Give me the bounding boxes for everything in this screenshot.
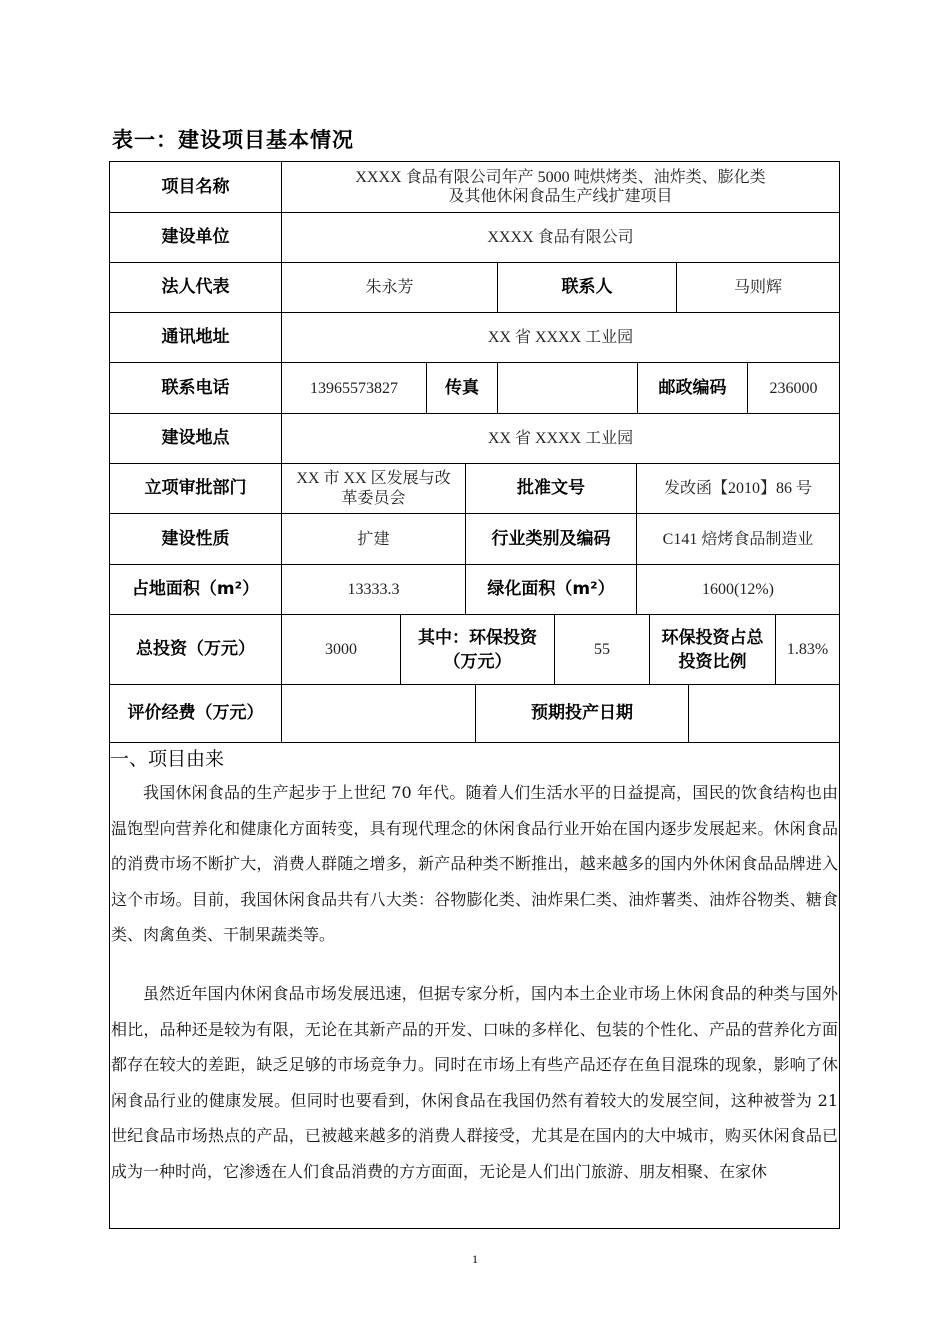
nature-label: 建设性质 — [110, 514, 282, 564]
row-legal-rep — [110, 263, 839, 313]
green-label: 绿化面积（m²） — [466, 565, 637, 614]
address-label: 通讯地址 — [110, 313, 282, 362]
phone-value: 13965573827 — [282, 363, 427, 413]
row-builder — [110, 213, 839, 263]
page-number: 1 — [472, 1252, 478, 1266]
site-value: XX 省 XXXX 工业园 — [487, 430, 634, 447]
approval-dept-value — [282, 464, 466, 513]
address-value: XX 省 XXXX 工业园 — [487, 329, 634, 346]
env-ratio-label — [650, 615, 776, 684]
env-ratio-label-line1: 环保投资占总 — [661, 627, 764, 648]
row-nature — [110, 514, 839, 565]
invest-value: 3000 — [282, 615, 401, 684]
postcode-label: 邮政编码 — [638, 363, 748, 413]
legal-rep-label: 法人代表 — [110, 263, 282, 312]
section-heading: 一、项目由来 — [110, 748, 225, 770]
invest-label: 总投资（万元） — [110, 615, 282, 684]
row-phone — [110, 363, 839, 414]
expected-date-label: 预期投产日期 — [476, 685, 689, 742]
env-invest-label-line1: 其中：环保投资 — [418, 627, 537, 648]
env-invest-label — [401, 615, 555, 684]
nature-value: 扩建 — [282, 514, 466, 564]
row-address — [110, 313, 839, 363]
paragraph-1: 我国休闲食品的生产起步于上世纪 70 年代。随着人们生活水平的日益提高，国民的饮食结构也由温饱型向营养化和健康化方面转变，具有现代理念的休闲食品行业开始在国内逐步发展起来。休闲食品的消费市场不断扩大，消费人群随之增多，新产品种类不断推出，越来越多的国内外休闲食品品牌进入这个市场。目前，我国休闲食品共有八大类：谷物膨化类、油炸果仁类、油炸薯类、油炸谷物类、糖食类、肉禽鱼类、干制果蔬类等。 — [111, 783, 838, 944]
eval-fee-value — [282, 685, 476, 742]
postcode-value: 236000 — [769, 379, 818, 397]
contact-label: 联系人 — [498, 263, 677, 312]
row-project-name — [110, 162, 839, 213]
env-invest-label-line2: （万元） — [443, 651, 512, 672]
area-value: 13333.3 — [282, 565, 466, 614]
approval-no-label: 批准文号 — [466, 464, 637, 513]
fax-value — [498, 363, 638, 413]
builder-label: 建设单位 — [110, 213, 282, 262]
paragraph-2: 虽然近年国内休闲食品市场发展迅速，但据专家分析，国内本土企业市场上休闲食品的种类与国外相比，品种还是较为有限，无论在其新产品的开发、口味的多样化、包装的个性化、产品的营养化方面都存在较大的差距，缺乏足够的市场竞争力。同时在市场上有些产品还存在鱼目混珠的现象，影响了休闲食品行业的健康发展。但同时也要看到，休闲食品在我国仍然有着较大的发展空间，这种被誉为 21 世纪食品市场热点的产品，已被越来越多的消费人群接受，尤其是在国内的大中城市，购买休闲食品已成为一种时尚，它渗透在人们食品消费的方方面面，无论是人们出门旅游、朋友相聚、在家休 — [111, 984, 838, 1181]
industry-label: 行业类别及编码 — [466, 514, 637, 564]
project-name-label: 项目名称 — [110, 162, 282, 212]
approval-dept-label: 立项审批部门 — [110, 464, 282, 513]
project-name-value — [282, 162, 839, 212]
row-investment — [110, 615, 839, 685]
document-title: 表一：建设项目基本情况 — [112, 128, 354, 152]
eval-fee-label: 评价经费（万元） — [110, 685, 282, 742]
contact-value: 马则辉 — [733, 279, 782, 296]
area-label: 占地面积（m²） — [110, 565, 282, 614]
builder-value: XXXX 食品有限公司 — [487, 229, 634, 246]
expected-date-value — [689, 685, 839, 742]
row-eval-fee — [110, 685, 839, 743]
project-name-line2: 及其他休闲食品生产线扩建项目 — [448, 188, 673, 205]
phone-label: 联系电话 — [110, 363, 282, 413]
approval-dept-line2: 革委员会 — [341, 489, 406, 507]
approval-no-value: 发改函【2010】86 号 — [663, 480, 812, 497]
project-name-line1: XXXX 食品有限公司年产 5000 吨烘烤类、油炸类、膨化类 — [355, 169, 766, 186]
approval-dept-line1: XX 市 XX 区发展与改 — [296, 469, 451, 487]
industry-value: C141 焙烤食品制造业 — [662, 530, 814, 548]
legal-rep-value: 朱永芳 — [282, 263, 498, 312]
row-approval — [110, 464, 839, 514]
fax-label: 传真 — [427, 363, 498, 413]
env-invest-value: 55 — [555, 615, 650, 684]
env-ratio-value: 1.83% — [786, 641, 829, 658]
site-label: 建设地点 — [110, 414, 282, 463]
green-value: 1600(12%) — [702, 581, 774, 598]
row-area — [110, 565, 839, 615]
row-site — [110, 414, 839, 464]
env-ratio-label-line2: 投资比例 — [678, 651, 747, 672]
